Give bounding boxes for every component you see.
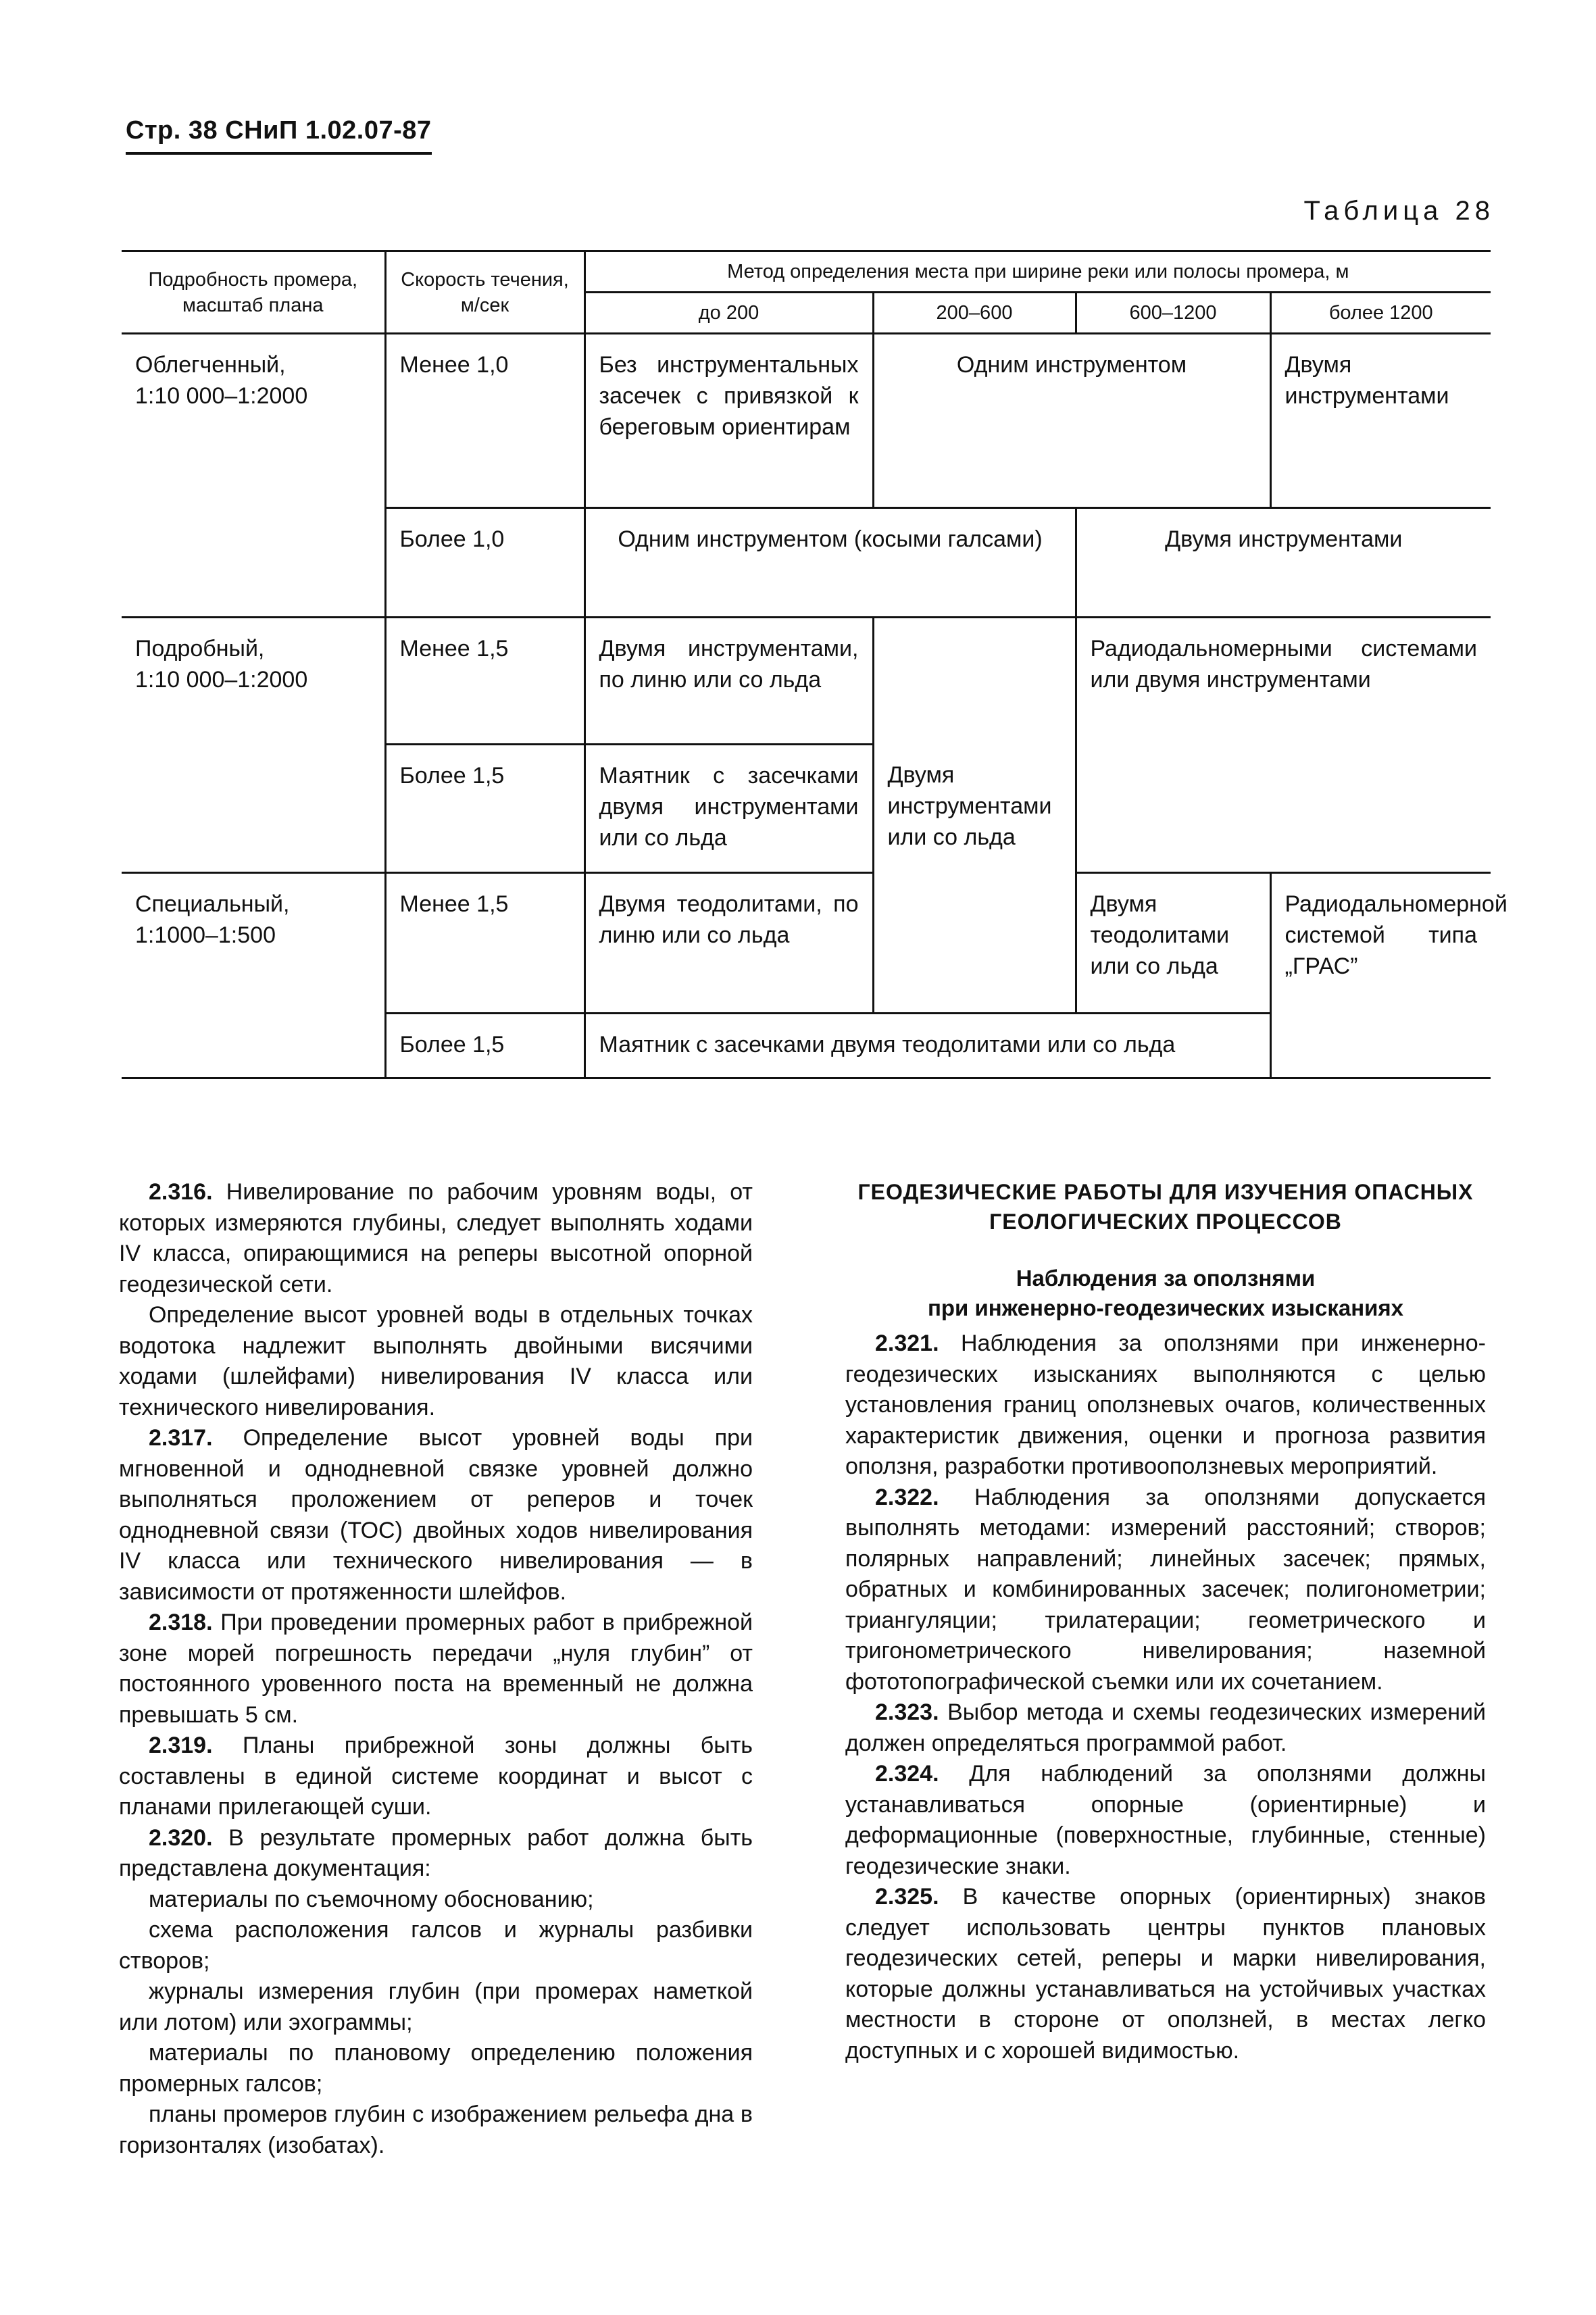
row-label-text: Специальный, (135, 891, 290, 917)
row-label-spec (122, 873, 385, 1078)
table-cell-empty (873, 873, 1076, 1014)
table-cell: Без инструментальных засечек с привязкой к береговым ориентирам (584, 334, 873, 508)
row-label-oblegch (122, 334, 385, 618)
clause-text: Для наблюдений за оползнями должны устанавливаться опорные (ориентирные) и деформационные (поверхностные, глубинные, стенные) геодезические знаки. (845, 1761, 1486, 1879)
left-column (119, 1177, 753, 2161)
clause-text: Выбор метода и схемы геодезических измерений должен определяться программой работ. (845, 1699, 1487, 1756)
row-scale-text: 1:10 000–1:2000 (135, 667, 308, 693)
header-detail: Подробность промера, масштаб плана (122, 251, 385, 334)
table-cell-empty (1076, 745, 1491, 873)
table-cell: Одним инструментом (873, 334, 1270, 508)
header-speed: Скорость течения, м/сек (385, 251, 584, 334)
row-label-text: Облегченный, (135, 352, 286, 378)
table-caption: Таблица 28 (1303, 196, 1495, 226)
speed-cell: Более 1,0 (385, 508, 584, 618)
clause-number: 2.316. (149, 1179, 213, 1205)
clause-text: При проведении промерных работ в прибрежной зоне морей погрешность передачи „нуля глубин” от постоянного уровенного поста на временный не должна превышать 5 см. (119, 1610, 753, 1728)
list-item: схема расположения галсов и журналы разбивки створов; (119, 1917, 753, 1974)
list-item: журналы измерения глубин (при промерах наметкой или лотом) или эхограммы; (119, 1978, 753, 2035)
header-width-3: 600–1200 (1076, 293, 1270, 334)
list-item: материалы по съемочному обоснованию; (149, 1886, 594, 1912)
subsection-title-line: при инженерно-геодезических изысканиях (927, 1295, 1404, 1320)
speed-cell: Менее 1,5 (385, 873, 584, 1014)
speed-cell: Более 1,5 (385, 745, 584, 873)
table-cell: Маятник с засечками двумя инструментами или со льда (584, 745, 873, 873)
row-label-text: Подробный, (135, 636, 265, 662)
clause-text: В качестве опорных (ориентирных) знаков следует использовать центры пунктов плановых геодезических сетей, реперы и марки нивелирования, которые должны устанавливаться на устойчивых участках местности в стороне от оползней, в местах легко доступных и с хорошей видимостью. (845, 1884, 1486, 2064)
paragraph: Определение высот уровней воды в отдельных точках водотока надлежит выполнять двойными висячими ходами (шлейфами) нивелирования IV класса или технического нивелирования. (119, 1302, 753, 1420)
right-column (845, 1177, 1486, 2066)
header-width-1: до 200 (584, 293, 873, 334)
table-cell: Двумя инструментами или со льда (873, 745, 1076, 873)
clause-number: 2.325. (875, 1884, 939, 1910)
clause-text: Планы прибрежной зоны должны быть составлены в единой системе координат и высот с планами прилегающей суши. (119, 1733, 753, 1820)
clause-number: 2.319. (149, 1733, 213, 1758)
subsection-title (845, 1264, 1486, 1323)
list-item: планы промеров глубин с изображением рельефа дна в горизонталях (изобатах). (119, 2101, 753, 2158)
clause-number: 2.323. (875, 1699, 939, 1725)
row-scale-text: 1:10 000–1:2000 (135, 383, 308, 409)
header-width-4: более 1200 (1270, 293, 1491, 334)
table-cell: Радиодальномерной системой типа „ГРАС” (1270, 873, 1491, 1078)
speed-cell: Более 1,5 (385, 1014, 584, 1078)
table-cell: Двумя теодолитами, по линю или со льда (584, 873, 873, 1014)
clause-text: В результате промерных работ должна быть представлена документация: (119, 1824, 753, 1881)
row-label-podrob (122, 618, 385, 873)
page-header: Стр. 38 СНиП 1.02.07-87 (126, 116, 432, 155)
table-cell: Радиодальномерными системами или двумя инструментами (1076, 618, 1491, 745)
speed-cell: Менее 1,5 (385, 618, 584, 745)
clause-number: 2.318. (149, 1610, 213, 1635)
table-cell-empty (873, 618, 1076, 745)
table-cell: Маятник с засечками двумя теодолитами или со льда (584, 1014, 1270, 1078)
clause-text: Нивелирование по рабочим уровням воды, от которых измеряются глубины, следует выполнять ходами IV класса, опирающимися на реперы высотной опорной геодезической сети. (119, 1179, 753, 1297)
clause-text: Определение высот уровней воды при мгновенной и однодневной связке уровней должно выполняться проложением от реперов и точек однодневной связи (ТОС) двойных ходов нивелирования IV класса или технического нивелирования — в зависимости от протяженности шлейфов. (119, 1425, 753, 1605)
section-title: ГЕОДЕЗИЧЕСКИЕ РАБОТЫ ДЛЯ ИЗУЧЕНИЯ ОПАСНЫХ ГЕОЛОГИЧЕСКИХ ПРОЦЕССОВ (857, 1180, 1474, 1234)
subsection-title-line: Наблюдения за оползнями (1016, 1266, 1316, 1291)
clause-number: 2.321. (875, 1330, 939, 1356)
table-cell: Двумя инструментами (1076, 508, 1491, 618)
clause-number: 2.324. (875, 1761, 939, 1787)
row-scale-text: 1:1000–1:500 (135, 922, 276, 948)
clause-text: Наблюдения за оползнями при инженерно-геодезических изысканиях выполняются с целью установления границ оползневых очагов, количественных характеристик движения, оценки и прогноза развития оползня, разработки противооползневых мероприятий. (845, 1330, 1486, 1479)
table-cell: Двумя инструментами, по линю или со льда (584, 618, 873, 745)
clause-text: Наблюдения за оползнями допускается выполнять методами: измерений расстояний; створов; полярных направлений; линейных засечек; прямых, обратных и комбинированных засечек; полигонометрии; триангуляции; трилатерации; геометрического и тригонометрического нивелирования; наземной фототопографической съемки или их сочетанием. (845, 1484, 1487, 1695)
table-cell: Двумя теодолитами или со льда (1076, 873, 1270, 1014)
clause-number: 2.322. (875, 1484, 939, 1510)
clause-number: 2.317. (149, 1425, 213, 1451)
header-width-2: 200–600 (873, 293, 1076, 334)
list-item: материалы по плановому определению положения промерных галсов; (119, 2040, 753, 2097)
table-cell: Двумя инструментами (1270, 334, 1491, 508)
clause-number: 2.320. (149, 1824, 213, 1851)
table-cell: Одним инструментом (косыми галсами) (584, 508, 1076, 618)
speed-cell: Менее 1,0 (385, 334, 584, 508)
table-28 (122, 250, 1507, 1079)
header-method: Метод определения места при ширине реки или полосы промера, м (584, 251, 1491, 293)
